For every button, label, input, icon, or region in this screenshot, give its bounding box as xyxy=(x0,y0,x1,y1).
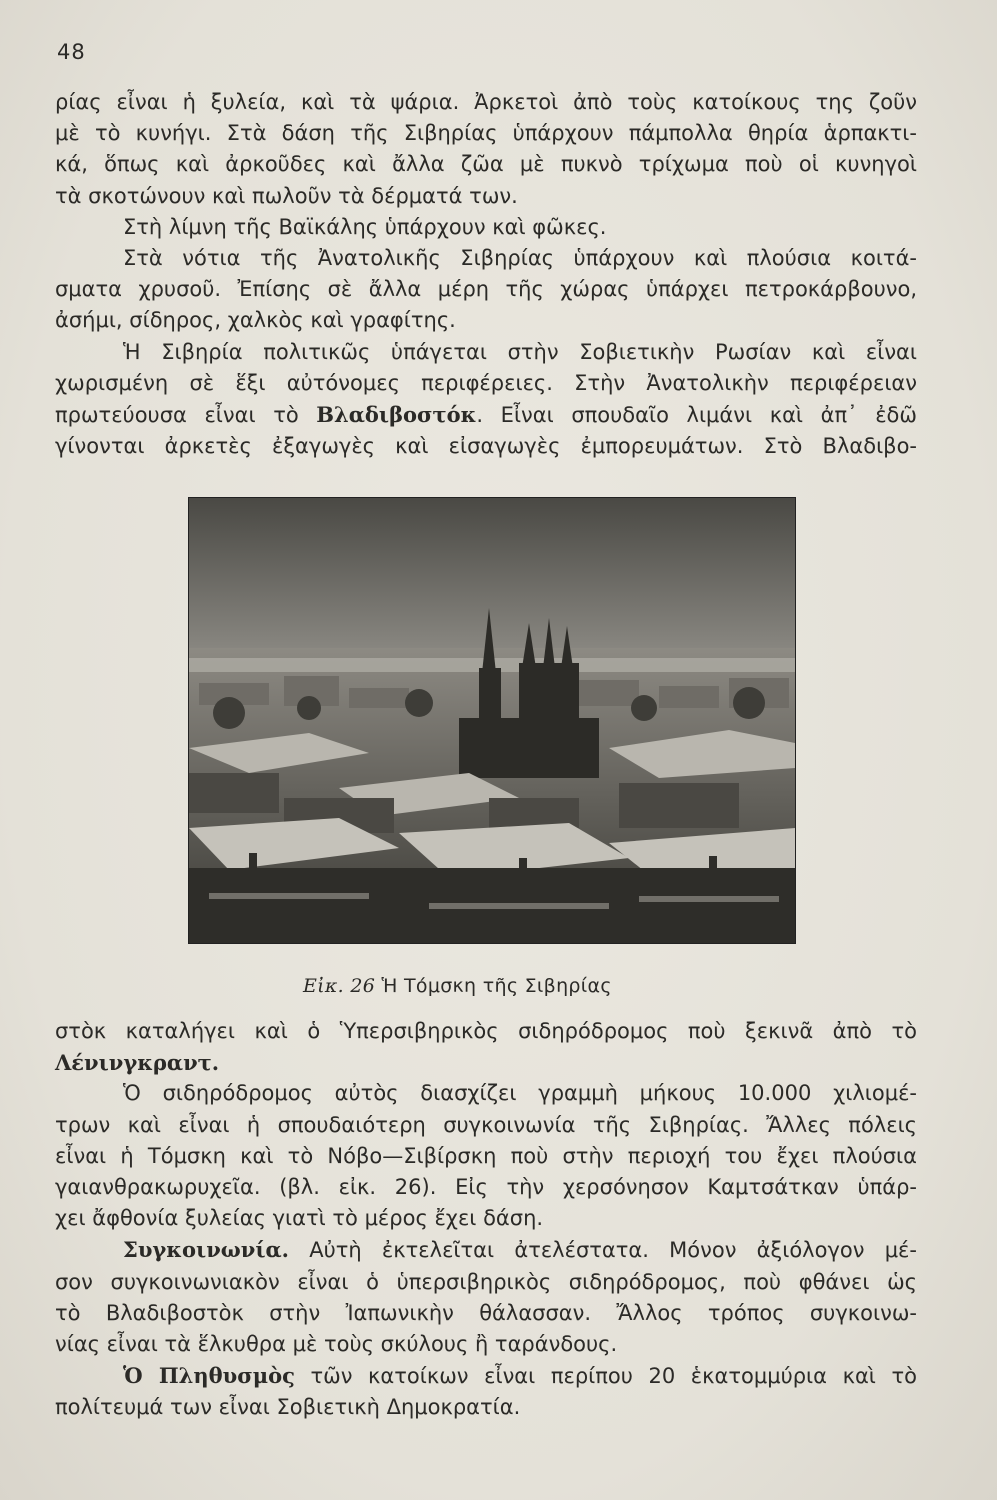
city-photo-icon xyxy=(189,498,795,943)
text-line: στὸκ καταλήγει καὶ ὁ Ὑπερσιβηρικὸς σιδηρόδρομος ποὺ ξεκινᾶ ἀπὸ τὸ xyxy=(55,1019,917,1043)
figure-photo xyxy=(188,497,796,944)
text-block-top xyxy=(55,87,917,462)
bold-term-vladivostok: Βλαδιβοστόκ xyxy=(316,402,477,428)
text-line: ἀσήμι, σίδηρος, χαλκὸς καὶ γραφίτης. xyxy=(55,308,456,333)
text-line: τρων καὶ εἶναι ἡ σπουδαιότερη συγκοινωνία τῆς Σιβηρίας. Ἄλλες πόλεις xyxy=(55,1112,917,1137)
text-line: σματα χρυσοῦ. Ἐπίσης σὲ ἄλλα μέρη τῆς χώρας ὑπάρχει πετροκάρβουνο, xyxy=(55,277,917,302)
text-line: πολίτευμά των εἶναι Σοβιετικὴ Δημοκρατία. xyxy=(55,1395,521,1420)
text-line: χωρισμένη σὲ ἕξι αὐτόνομες περιφέρειες. Στὴν Ἀνατολικὴν περιφέρειαν xyxy=(55,370,917,395)
text-line: Στὴ λίμνη τῆς Βαϊκάλης ὑπάρχουν καὶ φῶκες. xyxy=(123,214,607,239)
figure-label: Εἰκ. 26 xyxy=(303,975,376,997)
text-line: Ὁ σιδηρόδρομος αὐτὸς διασχίζει γραμμὴ μήκους 10.000 χιλιομέ- xyxy=(123,1081,917,1106)
text-line: μὲ τὸ κυνήγι. Στὰ δάση τῆς Σιβηρίας ὑπάρχουν πάμπολλα θηρία ἁρπακτι- xyxy=(55,121,917,146)
text-line: τὰ σκοτώνουν καὶ πωλοῦν τὰ δέρματά των. xyxy=(55,183,518,208)
text-line: Στὰ νότια τῆς Ἀνατολικῆς Σιβηρίας ὑπάρχουν καὶ πλούσια κοιτά- xyxy=(123,246,917,271)
text-line: σον συγκοινωνιακὸν εἶναι ὁ ὑπερσιβηρικὸς σιδηρόδρομος, ποὺ φθάνει ὡς xyxy=(55,1269,917,1294)
figure-caption-text: Ἡ Τόμσκη τῆς Σιβηρίας xyxy=(375,975,612,997)
text-line: τὸ Βλαδιβοστὸκ στὴν Ἰαπωνικὴν θάλασσαν. Ἄλλος τρόπος συγκοινω- xyxy=(55,1300,917,1325)
text-line: ρίας εἶναι ἡ ξυλεία, καὶ τὰ ψάρια. Ἀρκετοὶ ἀπὸ τοὺς κατοίκους της ζοῦν xyxy=(55,90,917,114)
section-term-transport: Συγκοινωνία. xyxy=(123,1237,289,1263)
section-term-population: Ὁ Πληθυσμὸς xyxy=(123,1363,295,1389)
text-block-bottom xyxy=(55,1016,917,1424)
text-line: χει ἄφθονία ξυλείας γιατὶ τὸ μέρος ἔχει δάση. xyxy=(55,1206,544,1231)
page-number: 48 xyxy=(57,40,86,64)
text-line: νίας εἶναι τὰ ἕλκυθρα μὲ τοὺς σκύλους ἢ ταράνδους. xyxy=(55,1332,618,1357)
text-fragment: τῶν κατοίκων εἶναι περίπου 20 ἑκατομμύρια καὶ τὸ xyxy=(294,1364,917,1389)
text-fragment: . Εἶναι σπουδαῖο λιμάνι καὶ ἀπ᾽ ἐδῶ xyxy=(476,403,917,428)
text-line: κά, ὅπως καὶ ἀρκοῦδες καὶ ἄλλα ζῶα μὲ πυκνὸ τρίχωμα ποὺ οἱ κυνηγοὶ xyxy=(55,152,917,177)
text-line-with-bold xyxy=(55,1360,917,1392)
bold-term-leningrad: Λένινγκραντ. xyxy=(55,1050,220,1076)
text-line: γαιανθρακωρυχεῖα. (βλ. εἰκ. 26). Εἰς τὴν χερσόνησον Καμτσάτκαν ὑπάρ- xyxy=(55,1175,917,1200)
text-line-with-bold xyxy=(55,399,917,431)
text-fragment: Αὐτὴ ἐκτελεῖται ἀτελέστατα. Μόνον ἀξιόλογον μέ- xyxy=(288,1238,917,1263)
text-fragment: πρωτεύουσα εἶναι τὸ xyxy=(55,403,317,428)
figure-caption xyxy=(303,975,612,997)
text-line: εἶναι ἡ Τόμσκη καὶ τὸ Νόβο—Σιβίρσκη ποὺ στὴν περιοχή του ἔχει πλούσια xyxy=(55,1143,917,1168)
text-line: γίνονται ἀρκετὲς ἐξαγωγὲς καὶ εἰσαγωγὲς ἐμπορευμάτων. Στὸ Βλαδιβο- xyxy=(55,434,917,459)
text-line: Ἡ Σιβηρία πολιτικῶς ὑπάγεται στὴν Σοβιετικὴν Ρωσίαν καὶ εἶναι xyxy=(123,339,917,364)
text-line-with-bold xyxy=(55,1234,917,1266)
